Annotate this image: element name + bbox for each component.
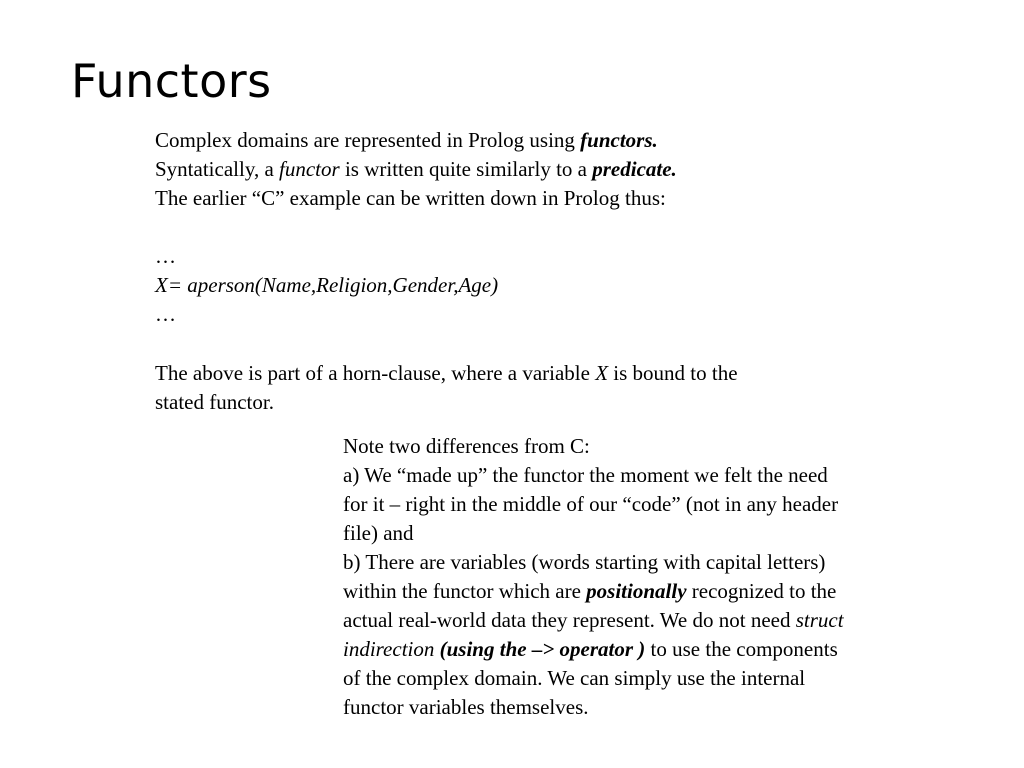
- explain-text: The above is part of a horn-clause, where a variable: [155, 361, 596, 385]
- explanation-paragraph: [155, 359, 915, 417]
- functor-term: functor: [279, 157, 340, 181]
- prolog-code-example: [155, 242, 915, 329]
- intro-text: Syntatically, a: [155, 157, 280, 181]
- note-text: actual real-world data they represent. We do not need: [343, 608, 796, 632]
- note-line: of the complex domain. We can simply use the internal: [343, 666, 806, 690]
- functors-emphasis: functors.: [580, 128, 658, 152]
- note-line: Note two differences from C:: [343, 434, 590, 458]
- intro-line-1: [155, 126, 915, 155]
- indirection-term: indirection: [343, 637, 440, 661]
- arrow-operator-emphasis: (using the –> operator ): [439, 637, 646, 661]
- intro-text: Complex domains are represented in Prolog using: [155, 128, 581, 152]
- predicate-emphasis: predicate.: [592, 157, 677, 181]
- note-line: [343, 606, 983, 635]
- intro-line-2: [155, 155, 915, 184]
- functor-assignment: X= aperson(Name,Religion,Gender,Age): [155, 273, 499, 297]
- note-text: recognized to the: [686, 579, 837, 603]
- explain-line-2: stated functor.: [155, 390, 274, 414]
- note-line: for it – right in the middle of our “code” (not in any header: [343, 492, 839, 516]
- ellipsis-bottom: …: [155, 302, 176, 326]
- intro-line-3: The earlier “C” example can be written down in Prolog thus:: [155, 186, 666, 210]
- note-text: to use the components: [645, 637, 838, 661]
- note-line: [343, 635, 983, 664]
- variable-x: X: [595, 361, 609, 385]
- note-line: functor variables themselves.: [343, 695, 589, 719]
- intro-paragraph: [155, 126, 915, 213]
- positionally-emphasis: positionally: [586, 579, 687, 603]
- note-line: [343, 577, 983, 606]
- note-line: b) There are variables (words starting with capital letters): [343, 550, 826, 574]
- explain-text: is bound to the: [608, 361, 738, 385]
- note-text: within the functor which are: [343, 579, 587, 603]
- slide-title: Functors: [71, 54, 272, 108]
- ellipsis-top: …: [155, 244, 176, 268]
- differences-note: [343, 432, 983, 722]
- explain-line-1: [155, 359, 915, 388]
- intro-text: is written quite similarly to a: [339, 157, 593, 181]
- struct-term: struct: [795, 608, 844, 632]
- note-line: a) We “made up” the functor the moment we felt the need: [343, 463, 828, 487]
- note-line: file) and: [343, 521, 414, 545]
